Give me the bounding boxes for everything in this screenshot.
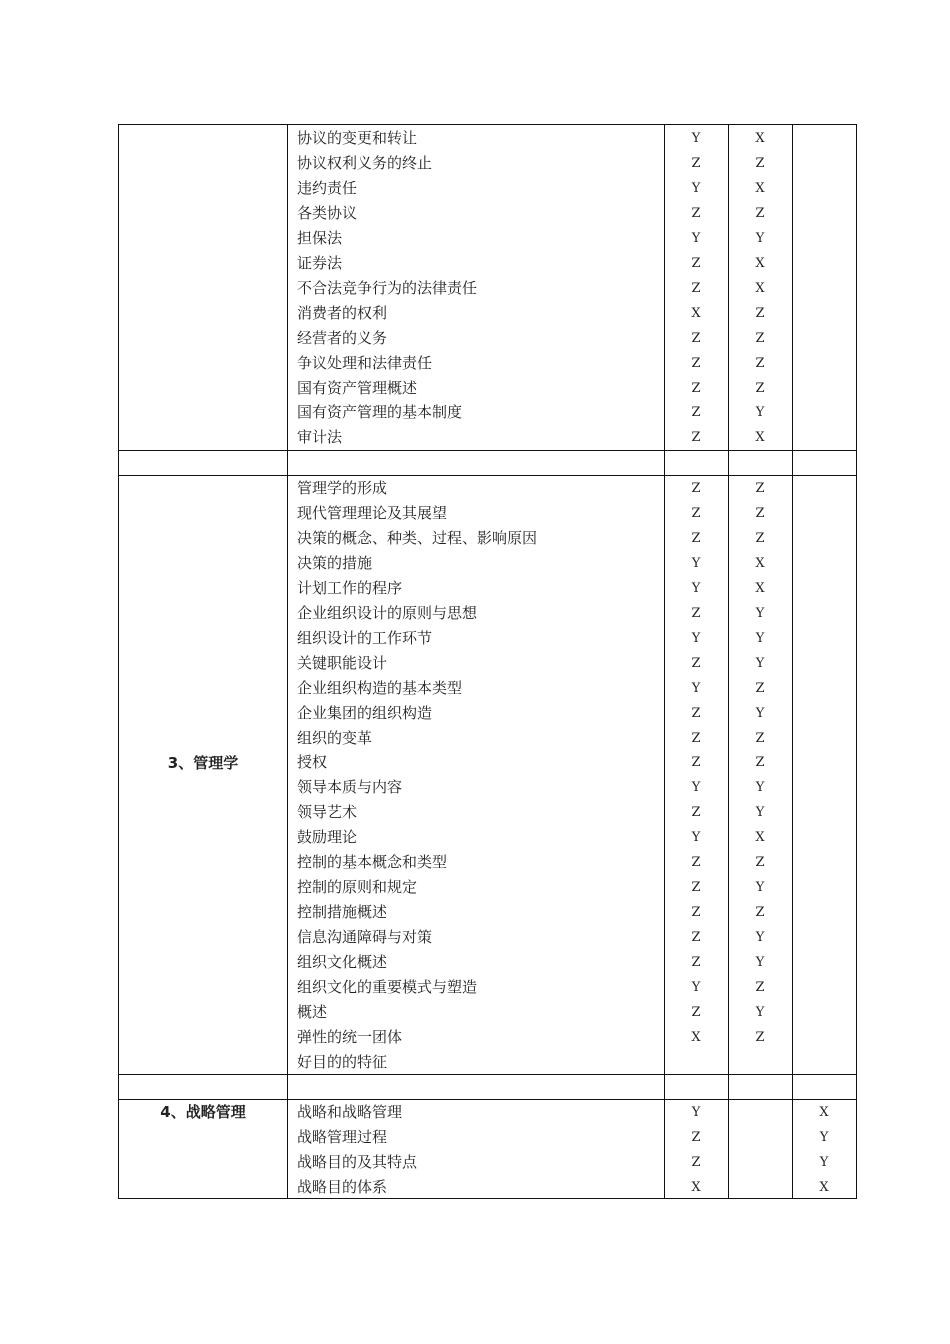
rating-cell-3 (792, 400, 856, 425)
table-row (119, 626, 856, 651)
rating-cell-3 (792, 376, 856, 401)
rating-cell-1: Z (691, 505, 701, 521)
topic-cell: 消费者的权利 (297, 303, 388, 322)
rating-cell-3 (792, 1025, 856, 1050)
topic-cell: 计划工作的程序 (297, 578, 403, 597)
rating-cell-1: Z (691, 155, 701, 171)
topic-cell: 控制的基本概念和类型 (297, 853, 448, 872)
table-row (119, 476, 856, 501)
topic-cell: 信息沟通障碍与对策 (297, 928, 433, 947)
table-row (119, 351, 856, 376)
table-row (119, 526, 856, 551)
table-row (119, 301, 856, 326)
topic-cell: 弹性的统一团体 (297, 1027, 403, 1046)
rating-cell-3 (792, 151, 856, 176)
rating-cell-1: Z (691, 205, 701, 221)
table-row (119, 726, 856, 751)
topic-cell: 经营者的义务 (297, 328, 388, 347)
table-row (119, 326, 856, 351)
table-row (119, 576, 856, 601)
rating-cell-3 (792, 425, 856, 450)
rating-cell-1: Z (691, 905, 701, 921)
rating-cell-1: Y (691, 780, 701, 796)
rating-cell-3: X (819, 1179, 829, 1195)
rating-cell-1: Z (691, 330, 701, 346)
rating-cell-3: X (819, 1105, 829, 1120)
table-row (119, 825, 856, 850)
rating-cell-1: Z (691, 655, 701, 671)
topic-cell: 关键职能设计 (297, 653, 388, 672)
topic-cell: 组织文化概述 (297, 953, 388, 972)
rating-cell-3 (792, 176, 856, 201)
rating-cell-2: X (755, 555, 765, 571)
rating-cell-2: Z (755, 330, 765, 346)
table-row (119, 1125, 856, 1150)
topic-cell: 战略目的体系 (297, 1177, 388, 1196)
rating-cell-1: Z (691, 530, 701, 546)
topic-cell: 各类协议 (297, 203, 358, 222)
rating-cell-2: Y (755, 655, 765, 671)
rating-cell-2: Y (755, 780, 765, 796)
rating-cell-2: Z (755, 380, 765, 396)
rating-cell-2 (728, 1050, 792, 1075)
table-row (119, 1050, 856, 1075)
rating-cell-3 (792, 850, 856, 875)
rating-cell-1: Y (691, 980, 701, 995)
rating-cell-2: Z (755, 505, 765, 521)
table-row (119, 1175, 856, 1200)
rating-cell-3: Y (819, 1129, 829, 1145)
rating-cell-3 (792, 800, 856, 825)
table-row (119, 400, 856, 425)
topic-cell: 战略和战略管理 (297, 1103, 403, 1121)
rating-cell-1: Z (691, 1004, 701, 1020)
rating-cell-3 (792, 276, 856, 301)
rating-cell-3 (792, 551, 856, 576)
rating-cell-3 (792, 526, 856, 551)
topic-cell: 不合法竞争行为的法律责任 (297, 278, 478, 297)
rating-cell-2: Z (755, 305, 765, 321)
rating-cell-1: Z (691, 705, 701, 721)
rating-cell-1: X (691, 1029, 701, 1045)
rating-cell-1: Z (691, 430, 701, 446)
rating-cell-1: Z (691, 730, 701, 746)
rating-cell-2: Z (755, 1029, 765, 1045)
rating-cell-3 (792, 875, 856, 900)
rating-cell-1: Y (691, 230, 701, 246)
rating-cell-2: Y (755, 1004, 765, 1020)
rating-cell-1: Z (691, 255, 701, 271)
topic-cell: 领导本质与内容 (297, 778, 403, 797)
table-row (119, 850, 856, 875)
rating-cell-2: Z (755, 680, 765, 696)
rating-cell-2: Y (755, 880, 765, 896)
table-row (119, 601, 856, 626)
topic-cell: 国有资产管理的基本制度 (297, 403, 463, 422)
rating-cell-3: Y (819, 1154, 829, 1170)
rating-cell-1: Y (691, 680, 701, 696)
rating-cell-1: Y (691, 830, 701, 846)
table-row (119, 775, 856, 800)
rating-cell-1: Z (691, 355, 701, 371)
rating-cell-1: Z (691, 1154, 701, 1170)
table-row (119, 425, 856, 450)
table-row (119, 1025, 856, 1050)
rating-cell-1: X (691, 1179, 701, 1195)
table-row (119, 251, 856, 276)
topic-cell: 协议的变更和转让 (297, 129, 418, 147)
rating-cell-1: Y (691, 630, 701, 646)
rating-cell-3 (792, 701, 856, 726)
table-row (119, 875, 856, 900)
rating-cell-2: Z (755, 530, 765, 546)
rating-cell-2: Y (755, 955, 765, 971)
table-row (119, 750, 856, 775)
rating-cell-3 (792, 1000, 856, 1025)
topic-cell: 审计法 (297, 428, 343, 447)
rating-cell-2: X (755, 180, 765, 196)
rating-cell-2: Z (755, 730, 765, 746)
rating-cell-3 (792, 900, 856, 925)
topic-cell: 组织设计的工作环节 (297, 628, 433, 647)
rating-cell-2 (728, 1150, 792, 1175)
rating-cell-1: X (691, 305, 701, 321)
table-row (119, 126, 856, 151)
rating-cell-1: Z (691, 380, 701, 396)
rating-cell-1: Y (691, 580, 701, 596)
topic-cell: 争议处理和法律责任 (297, 353, 433, 372)
rating-cell-1: Z (691, 481, 701, 496)
rating-cell-1: Z (691, 930, 701, 946)
topic-cell: 概述 (297, 1002, 328, 1021)
section-title-management: 3、管理学 (167, 754, 239, 772)
topic-cell: 好目的的特征 (297, 1052, 388, 1071)
topic-cell: 授权 (297, 753, 328, 772)
rating-cell-2: X (755, 430, 765, 446)
rating-cell-2: X (755, 131, 765, 146)
rating-cell-3 (792, 925, 856, 950)
section-title-strategy: 4、战略管理 (160, 1103, 246, 1121)
rating-cell-3 (792, 351, 856, 376)
topic-cell: 国有资产管理概述 (297, 378, 418, 397)
rating-cell-2 (728, 1125, 792, 1150)
rating-cell-1: Y (691, 1105, 701, 1120)
rating-cell-1: Z (691, 280, 701, 296)
topic-cell: 决策的措施 (297, 553, 373, 572)
rating-cell-3 (792, 201, 856, 226)
topic-cell: 组织文化的重要模式与塑造 (297, 978, 478, 996)
rating-cell-3 (792, 226, 856, 251)
table-row (119, 376, 856, 401)
table-row (119, 651, 856, 676)
topic-cell: 企业组织设计的原则与思想 (297, 603, 478, 622)
topic-cell: 领导艺术 (297, 803, 358, 822)
rating-cell-2: X (755, 830, 765, 846)
rating-cell-2: Z (755, 980, 765, 995)
rating-cell-2: Z (755, 205, 765, 221)
rating-cell-2 (728, 1175, 792, 1200)
rating-cell-3 (792, 326, 856, 351)
topic-cell: 组织的变革 (297, 728, 373, 747)
rating-cell-3 (792, 501, 856, 526)
rating-cell-3 (792, 676, 856, 701)
table-row (119, 800, 856, 825)
topic-cell: 企业组织构造的基本类型 (297, 678, 463, 697)
topic-cell: 决策的概念、种类、过程、影响原因 (297, 528, 538, 547)
rating-cell-2: Z (755, 755, 765, 771)
rating-cell-1: Y (691, 180, 701, 196)
rating-cell-2: X (755, 580, 765, 596)
rating-cell-3 (792, 750, 856, 775)
rating-cell-3 (792, 775, 856, 800)
rating-cell-2: Z (755, 355, 765, 371)
rating-cell-1: Y (691, 131, 701, 146)
rating-cell-2: Y (755, 605, 765, 621)
rating-cell-3 (792, 726, 856, 751)
rating-cell-2 (728, 1100, 792, 1125)
topic-cell: 控制措施概述 (297, 903, 388, 922)
rating-cell-2: Y (755, 930, 765, 946)
rating-cell-2: Z (755, 905, 765, 921)
rating-cell-2: Y (755, 630, 765, 646)
rating-cell-3 (792, 126, 856, 151)
table-row (119, 176, 856, 201)
topic-cell: 鼓励理论 (297, 828, 358, 847)
rating-cell-3 (792, 1050, 856, 1075)
topic-cell: 管理学的形成 (297, 479, 388, 497)
rating-cell-1: Y (691, 555, 701, 571)
rating-cell-2: Y (755, 805, 765, 821)
topic-cell: 战略目的及其特点 (297, 1152, 418, 1171)
rating-cell-2: Z (755, 855, 765, 871)
topic-cell: 企业集团的组织构造 (297, 703, 433, 722)
rating-cell-1: Z (691, 955, 701, 971)
table-row (119, 975, 856, 1000)
rating-cell-1: Z (691, 1129, 701, 1145)
rating-cell-2: Z (755, 155, 765, 171)
rating-cell-1: Z (691, 605, 701, 621)
table-row (119, 676, 856, 701)
rating-cell-3 (792, 251, 856, 276)
table-row (119, 1000, 856, 1025)
table-row (119, 950, 856, 975)
table-row (119, 201, 856, 226)
rating-cell-1: Z (691, 880, 701, 896)
rating-cell-1: Z (691, 855, 701, 871)
table-row (119, 925, 856, 950)
topic-cell: 战略管理过程 (297, 1127, 388, 1146)
table-row (119, 501, 856, 526)
rating-cell-3 (792, 651, 856, 676)
table-row (119, 551, 856, 576)
rating-cell-3 (792, 975, 856, 1000)
rating-cell-2: Z (755, 481, 765, 496)
table-row (119, 900, 856, 925)
topic-cell: 控制的原则和规定 (297, 878, 418, 897)
table-row (119, 1150, 856, 1175)
table-row (119, 226, 856, 251)
table-row (119, 151, 856, 176)
rating-cell-3 (792, 576, 856, 601)
rating-cell-3 (792, 601, 856, 626)
topic-cell: 违约责任 (297, 178, 358, 197)
rating-cell-1: Z (691, 405, 701, 421)
topic-cell: 现代管理理论及其展望 (297, 503, 448, 522)
rating-cell-2: Y (755, 705, 765, 721)
topic-cell: 证券法 (297, 253, 343, 272)
rating-cell-3 (792, 626, 856, 651)
rating-cell-3 (792, 825, 856, 850)
rating-cell-1: Z (691, 755, 701, 771)
syllabus-table (118, 124, 857, 1199)
rating-cell-2: Y (755, 405, 765, 421)
rating-cell-2: X (755, 255, 765, 271)
rating-cell-2: Y (755, 230, 765, 246)
rating-cell-1: Z (691, 805, 701, 821)
table-row (119, 1100, 856, 1125)
rating-cell-2: X (755, 280, 765, 296)
rating-cell-3 (792, 950, 856, 975)
topic-cell: 协议权利义务的终止 (297, 153, 433, 172)
table-row (119, 276, 856, 301)
rating-cell-1 (664, 1050, 728, 1075)
rating-cell-3 (792, 476, 856, 501)
rating-cell-3 (792, 301, 856, 326)
topic-cell: 担保法 (297, 228, 343, 247)
table-row (119, 701, 856, 726)
